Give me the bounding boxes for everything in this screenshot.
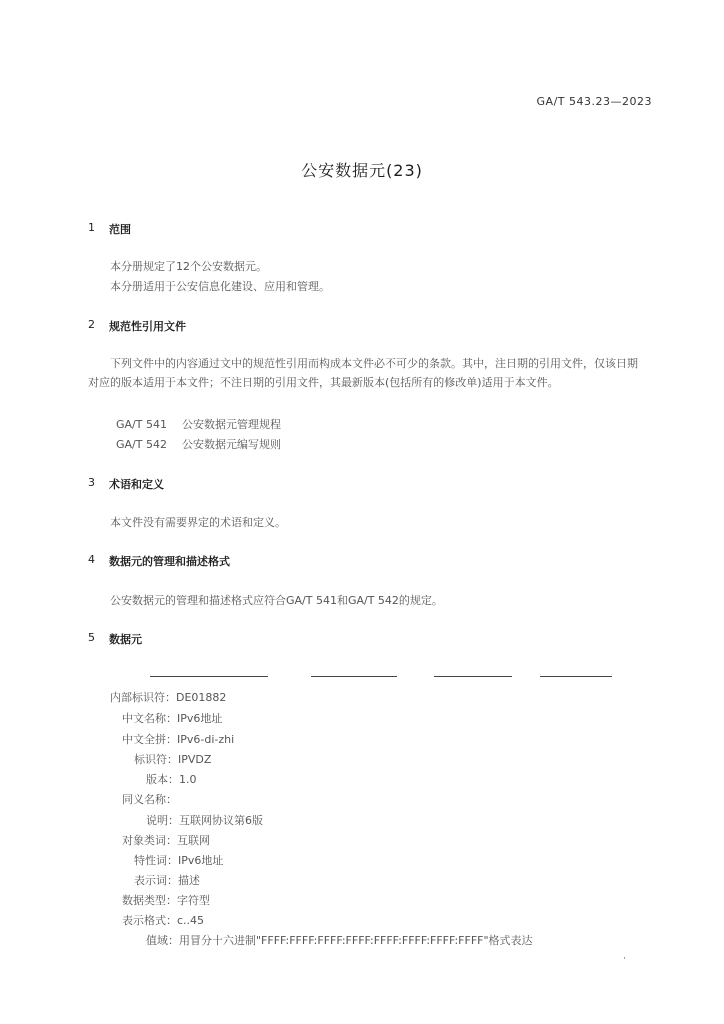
field-data-type: 数据类型：字符型 (122, 894, 210, 907)
section-3-paragraph: 本文件没有需要界定的术语和定义。 (110, 516, 286, 529)
field-value-domain: 值域：用冒分十六进制"FFFF:FFFF:FFFF:FFFF:FFFF:FFFF:FFFF:FFFF"格式表达 (146, 934, 533, 947)
standard-code: GA/T 543.23—2023 (536, 95, 652, 108)
field-property: 特性词：IPv6地址 (134, 854, 224, 867)
document-title: 公安数据元(23) (301, 161, 423, 180)
section-4-title: 数据元的管理和描述格式 (109, 555, 230, 568)
section-2-number: 2 (88, 318, 95, 331)
field-identifier: 标识符：IPVDZ (134, 753, 212, 766)
section-3-number: 3 (88, 476, 95, 489)
section-1-title: 范围 (109, 223, 131, 236)
section-2-body: 下列文件中的内容通过文中的规范性引用而构成本文件必不可少的条款。其中，注日期的引用文件，仅该日期对应的版本适用于本文件；不注日期的引用文件，其最新版本(包括所有的修改单)适用于本文件。 (88, 357, 638, 389)
field-version: 版本：1.0 (146, 773, 197, 786)
separator-rule-1 (150, 676, 268, 677)
field-synonyms: 同义名称： (122, 793, 177, 806)
reference-1-name: 公安数据元管理规程 (181, 418, 281, 431)
section-5-number: 5 (88, 631, 95, 644)
section-4-number: 4 (88, 553, 95, 566)
field-chinese-name: 中文名称：IPv6地址 (122, 712, 223, 725)
reference-1-code: GA/T 541 (116, 418, 167, 431)
separator-rule-3 (434, 676, 512, 677)
section-1-number: 1 (88, 221, 95, 234)
page-mark: · (623, 954, 626, 964)
reference-1 (116, 416, 281, 432)
field-chinese-pinyin: 中文全拼：IPv6-di-zhi (122, 733, 235, 746)
separator-rule-4 (540, 676, 612, 677)
section-4-paragraph: 公安数据元的管理和描述格式应符合GA/T 541和GA/T 542的规定。 (110, 594, 443, 607)
field-representation: 表示词：描述 (134, 874, 200, 887)
field-format: 表示格式：c..45 (122, 914, 205, 927)
separator-rule-2 (311, 676, 397, 677)
field-internal-identifier: 内部标识符：DE01882 (110, 691, 227, 704)
field-object-class: 对象类词：互联网 (122, 834, 210, 847)
section-3-title: 术语和定义 (109, 478, 164, 491)
reference-2 (116, 436, 281, 452)
reference-2-name: 公安数据元编写规则 (181, 438, 281, 451)
field-description: 说明：互联网协议第6版 (146, 814, 263, 827)
section-1-paragraph-2: 本分册适用于公安信息化建设、应用和管理。 (110, 280, 330, 293)
section-5-title: 数据元 (109, 633, 142, 646)
reference-2-code: GA/T 542 (116, 438, 167, 451)
section-2-title: 规范性引用文件 (109, 320, 186, 333)
section-1-paragraph-1: 本分册规定了12个公安数据元。 (110, 260, 267, 273)
